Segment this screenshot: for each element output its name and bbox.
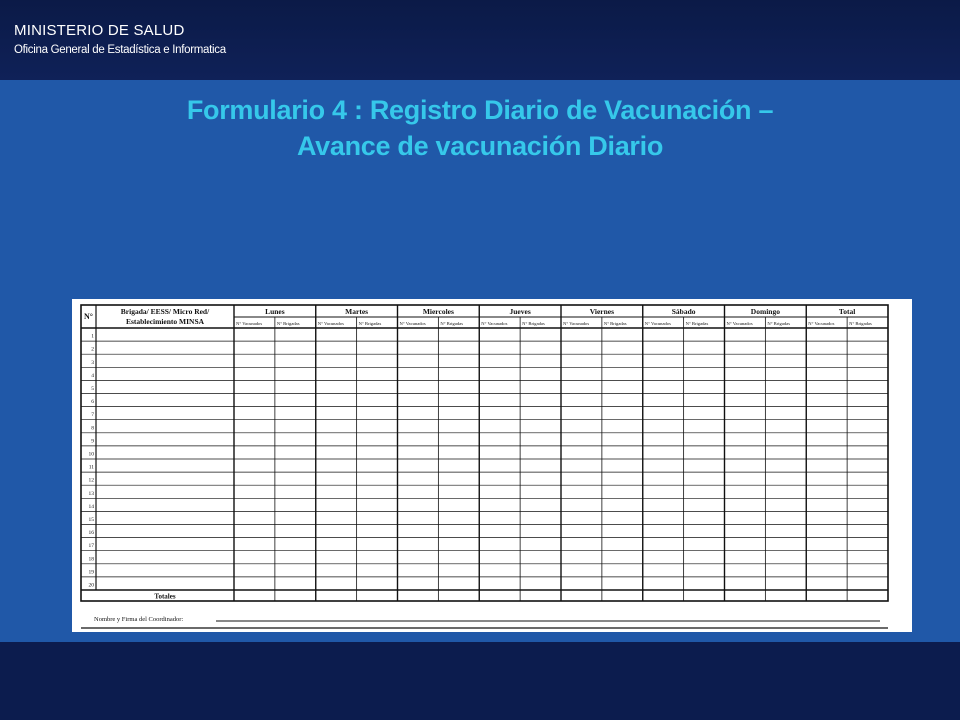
- row-number: 18: [88, 556, 94, 563]
- row-number: 6: [91, 399, 94, 406]
- row-number: 3: [91, 359, 94, 366]
- footer-band: [0, 642, 960, 720]
- header-day: Total: [838, 307, 856, 316]
- row-number: 5: [91, 386, 94, 392]
- header-sub-vacunados: N° Vacunados: [563, 321, 590, 326]
- header-band: [0, 0, 960, 80]
- header-day: Jueves: [509, 307, 531, 316]
- ministry-name: MINISTERIO DE SALUD: [14, 22, 185, 39]
- form-image: [72, 299, 912, 632]
- header-brigada-line-1: Brigada/ EESS/ Micro Red/: [120, 307, 210, 316]
- header-sub-vacunados: N° Vacunados: [808, 321, 835, 326]
- row-number: 13: [88, 490, 94, 497]
- header-day: Viernes: [589, 307, 615, 316]
- row-number: 8: [91, 425, 94, 432]
- header-sub-brigadas: N° Brigadas: [849, 321, 872, 326]
- header-sub-vacunados: N° Vacunados: [317, 321, 344, 326]
- office-name: Oficina General de Estadística e Informatica: [14, 44, 226, 56]
- header-sub-vacunados: N° Vacunados: [644, 321, 671, 326]
- header-sub-vacunados: N° Vacunados: [726, 321, 753, 326]
- row-number: 14: [88, 503, 94, 510]
- row-number: 17: [88, 543, 94, 550]
- signature-label: Nombre y Firma del Coordinador:: [94, 616, 184, 623]
- row-number: 4: [91, 372, 94, 379]
- header-day: Martes: [345, 307, 369, 316]
- row-number: 9: [91, 438, 94, 445]
- header-sub-brigadas: N° Brigadas: [440, 321, 464, 326]
- header-sub-brigadas: N° Brigadas: [767, 321, 791, 326]
- row-number: 11: [88, 464, 94, 471]
- header-day: Sábado: [671, 307, 696, 316]
- header-sub-brigadas: N° Brigadas: [358, 321, 382, 326]
- row-number: 16: [88, 530, 94, 537]
- slide-title-line-2: Avance de vacunación Diario: [296, 131, 664, 161]
- header-sub-brigadas: N° Brigadas: [276, 321, 300, 326]
- row-number: 20: [88, 582, 94, 589]
- slide-title: [0, 92, 960, 164]
- header-day: Miercoles: [422, 307, 454, 316]
- row-number: 2: [91, 346, 94, 353]
- header-sub-vacunados: N° Vacunados: [236, 321, 263, 326]
- header-no: N°: [84, 312, 93, 321]
- slide-title-line-1: Formulario 4 : Registro Diario de Vacunación –: [186, 95, 774, 125]
- row-number: 10: [88, 451, 94, 458]
- header-sub-brigadas: N° Brigadas: [685, 321, 709, 326]
- header-brigada-line-2: Establecimiento MINSA: [125, 317, 205, 326]
- header-day: Lunes: [265, 307, 285, 316]
- row-number: 12: [88, 477, 94, 484]
- vaccination-form-table: [72, 299, 912, 632]
- row-number: 15: [88, 517, 94, 523]
- header-day: Domingo: [750, 307, 780, 316]
- header-sub-vacunados: N° Vacunados: [399, 321, 426, 326]
- header-sub-brigadas: N° Brigadas: [522, 321, 545, 326]
- row-number: 1: [91, 333, 94, 340]
- table-frame: [81, 305, 888, 601]
- totals-label: Totales: [154, 592, 176, 601]
- row-number: 7: [91, 412, 94, 419]
- row-number: 19: [88, 569, 94, 576]
- header-sub-brigadas: N° Brigadas: [603, 321, 627, 326]
- header-sub-vacunados: N° Vacunados: [481, 321, 508, 326]
